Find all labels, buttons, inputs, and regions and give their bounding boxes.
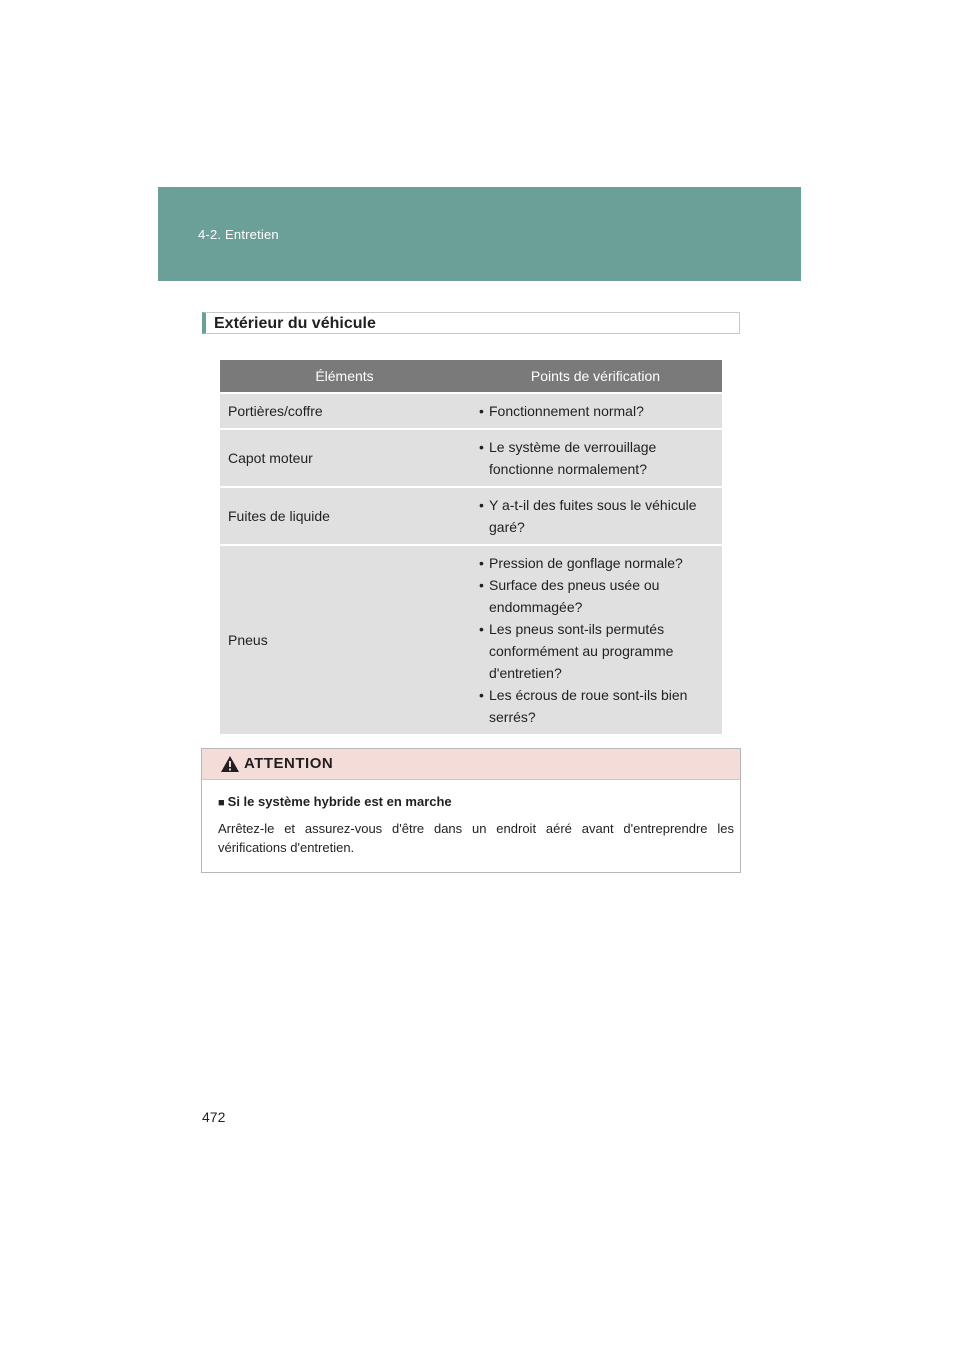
subsection-title: Extérieur du véhicule — [214, 315, 376, 332]
row-item: Fuites de liquide — [220, 488, 469, 544]
square-bullet-icon: ■ — [218, 797, 225, 809]
row-points — [469, 488, 722, 544]
table-row — [220, 488, 722, 544]
table-row — [220, 430, 722, 486]
page-number: 472 — [202, 1109, 226, 1125]
warning-box — [201, 748, 741, 873]
warning-subtitle-line — [218, 794, 452, 809]
check-point: • Surface des pneus usée ou endommagée? — [479, 574, 714, 618]
column-header-points: Points de vérification — [469, 360, 722, 392]
check-point: • Les écrous de roue sont-ils bien serrés? — [479, 684, 714, 728]
row-item: Capot moteur — [220, 430, 469, 486]
warning-header — [202, 749, 740, 780]
table-header-row — [220, 360, 722, 392]
warning-subtitle: Si le système hybride est en marche — [227, 794, 452, 809]
row-points — [469, 546, 722, 734]
warning-title: ATTENTION — [244, 755, 334, 772]
warning-text: Arrêtez-le et assurez-vous d'être dans un endroit aéré avant d'entreprendre les vérifications d'entretien. — [218, 821, 734, 855]
subsection-heading — [202, 312, 740, 334]
check-point: • Les pneus sont-ils permutés conformément au programme d'entretien? — [479, 618, 714, 684]
row-item: Portières/coffre — [220, 394, 469, 428]
table-row — [220, 546, 722, 734]
header-band — [158, 187, 801, 281]
inspection-table — [220, 358, 722, 736]
table-row — [220, 394, 722, 428]
row-item: Pneus — [220, 546, 469, 734]
row-points — [469, 430, 722, 486]
row-points — [469, 394, 722, 428]
check-point: • Pression de gonflage normale? — [479, 552, 714, 574]
check-point: • Y a-t-il des fuites sous le véhicule garé? — [479, 494, 714, 538]
check-point: • Fonctionnement normal? — [479, 400, 714, 422]
column-header-items: Éléments — [220, 360, 469, 392]
section-title: 4-2. Entretien — [198, 227, 279, 242]
warning-triangle-icon — [220, 755, 240, 773]
check-point: • Le système de verrouillage fonctionne normalement? — [479, 436, 714, 480]
